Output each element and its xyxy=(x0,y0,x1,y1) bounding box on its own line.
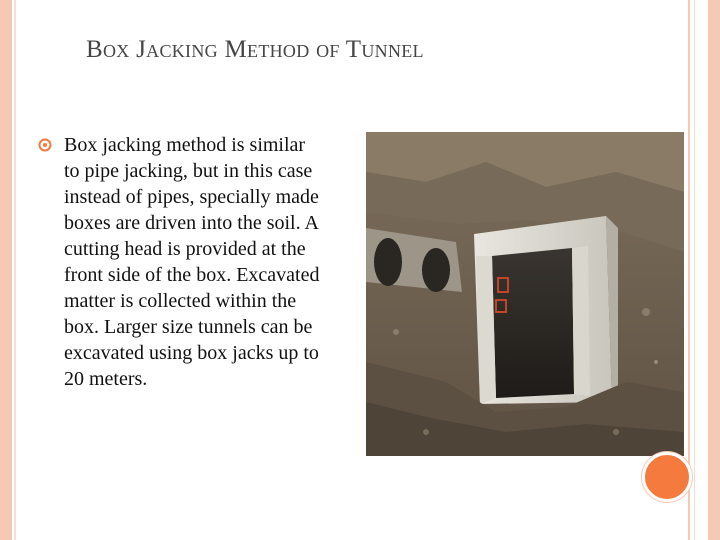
orange-circle-bullet-icon xyxy=(38,138,52,152)
body-paragraph: Box jacking method is similar to pipe jacking, but in this case instead of pipes, specially made boxes are driven into the soil. A cutting head is provided at the front side of the box. Excavated matter is collected within the box. Larger size tunnels can be excavated using box jacks up to 20 meters. xyxy=(64,134,320,390)
left-border-band xyxy=(0,0,12,540)
right-border-thin-line xyxy=(694,0,695,540)
right-border-line xyxy=(688,0,690,540)
left-border-line xyxy=(14,0,16,540)
right-border-band xyxy=(708,0,720,540)
orange-circle-decoration xyxy=(642,452,692,502)
slide-title: Box Jacking Method of Tunnel xyxy=(86,36,424,63)
box-jacking-tunnel-photo xyxy=(366,132,684,456)
